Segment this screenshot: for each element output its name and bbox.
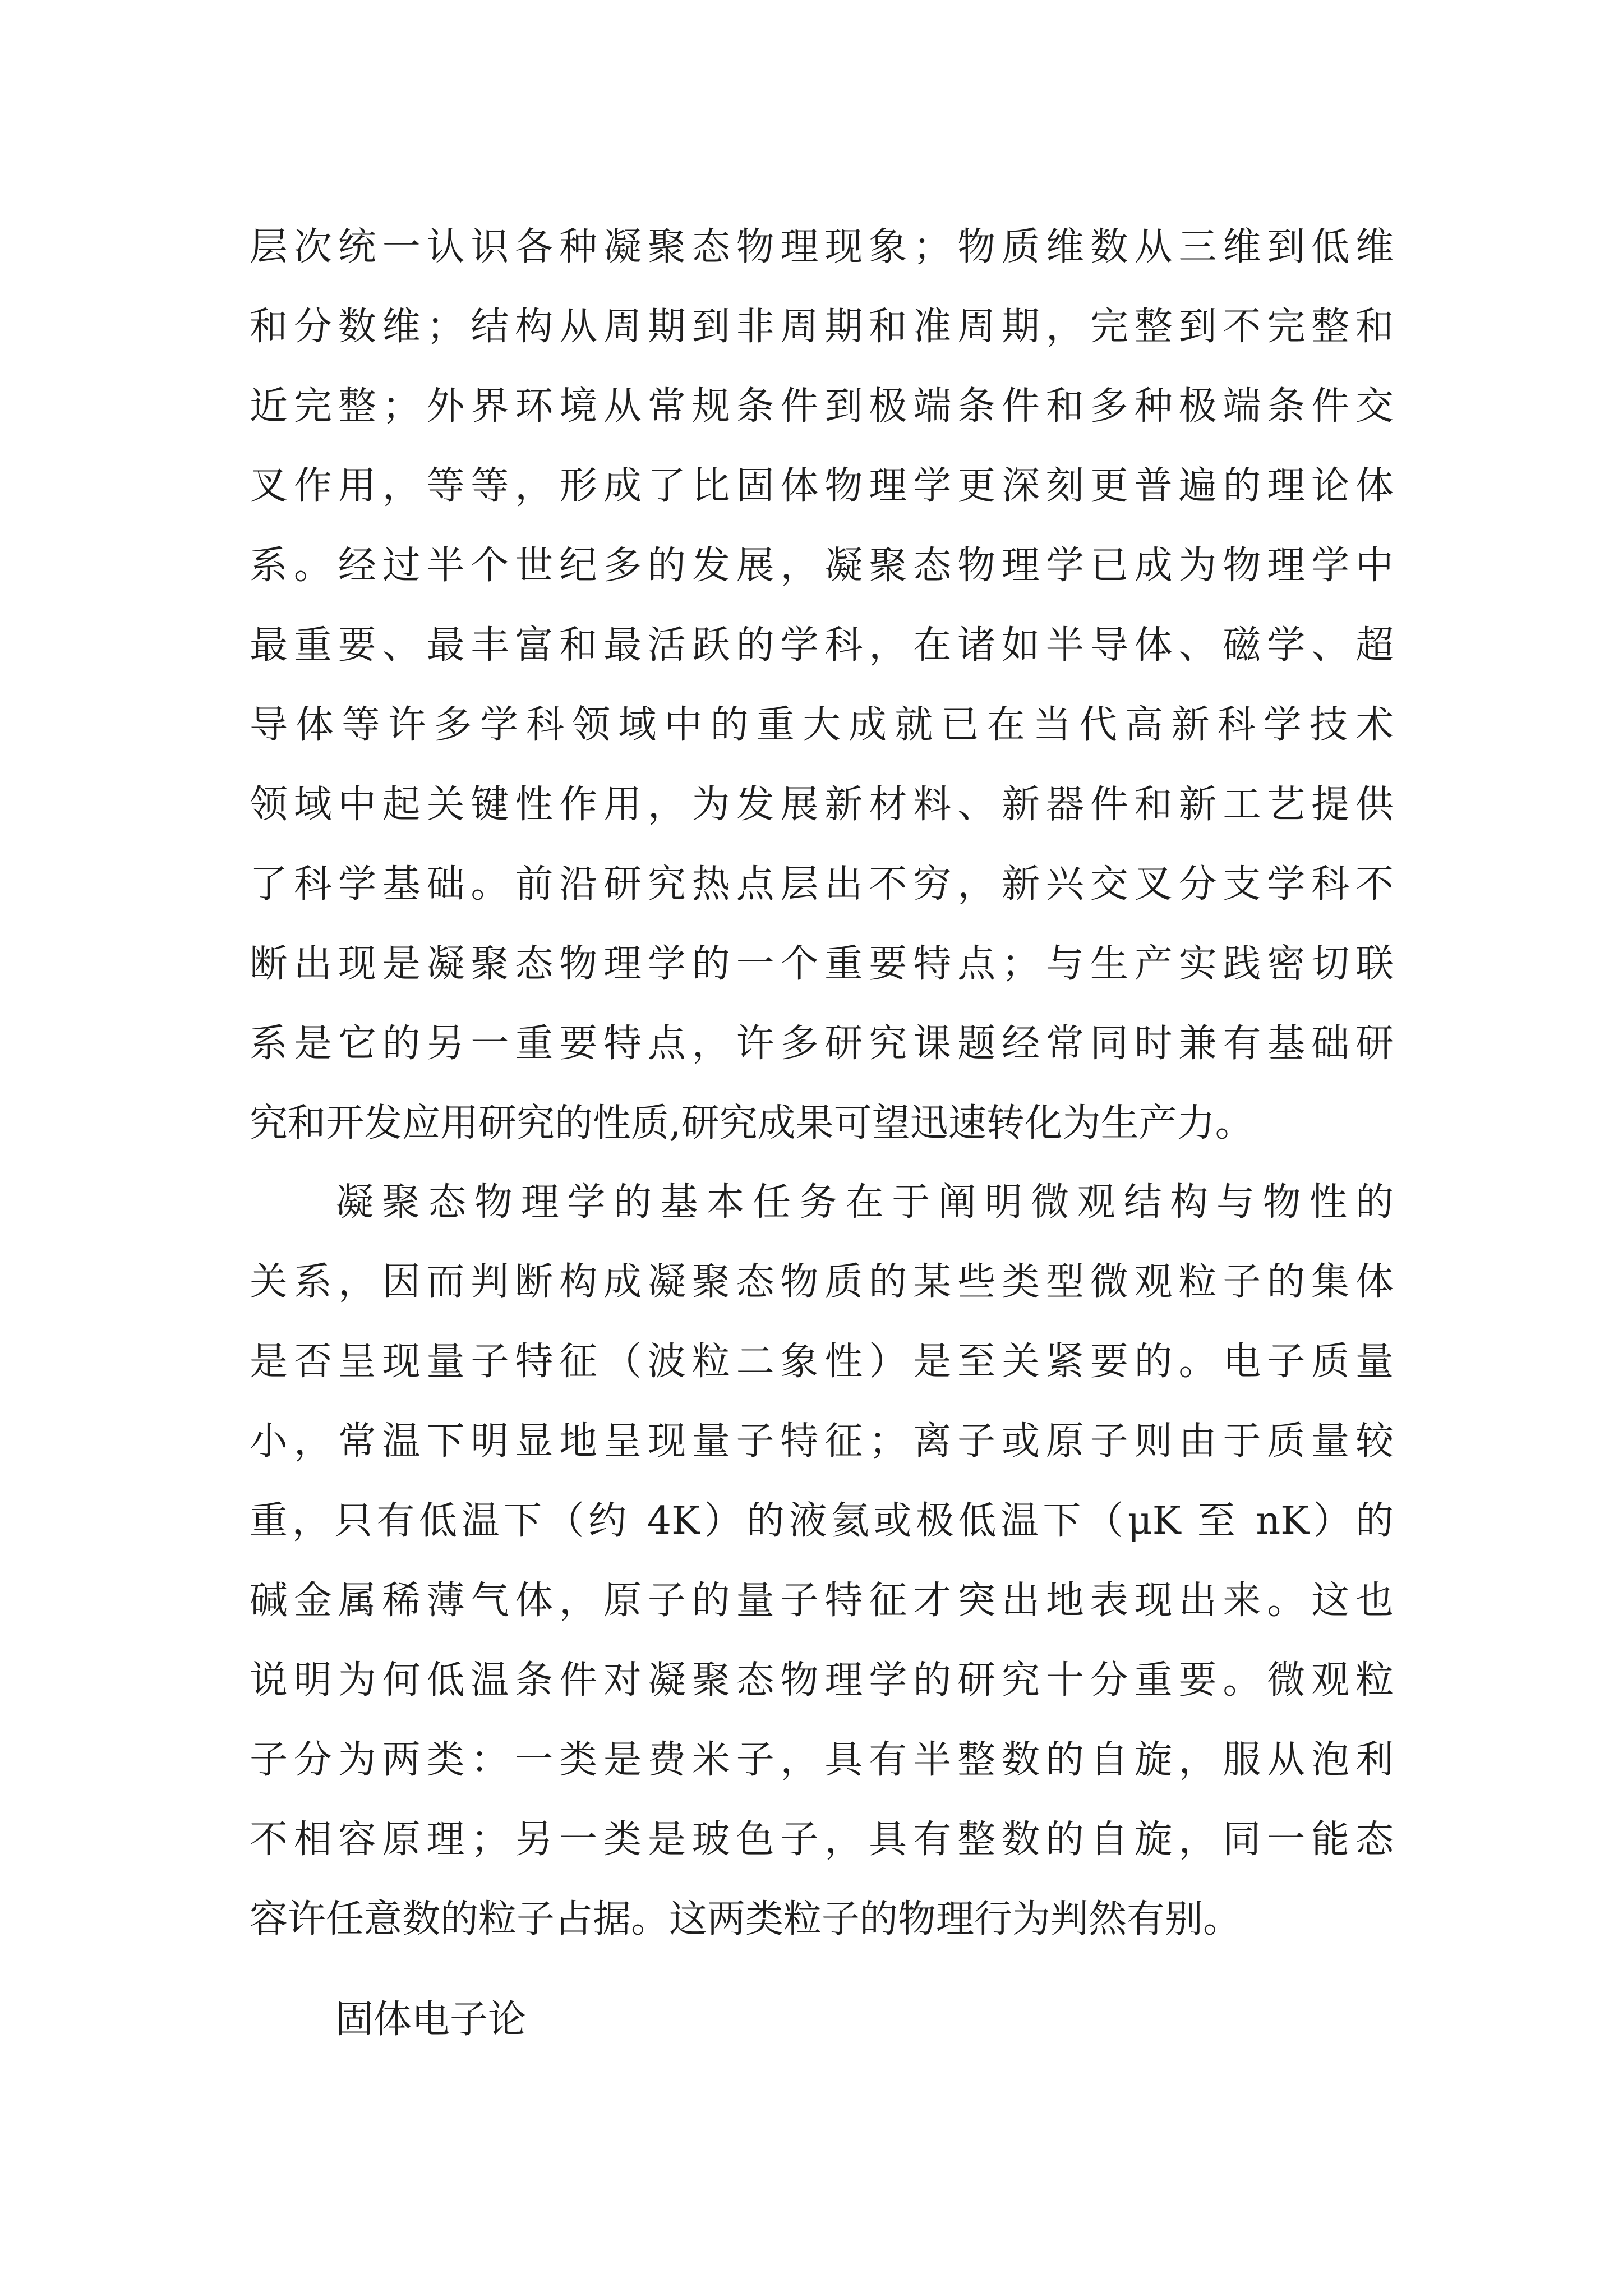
text-line: 凝聚态物理学的基本任务在于阐明微观结构与物性的 (335, 1180, 1394, 1225)
text-line: 系。经过半个世纪多的发展，凝聚态物理学已成为物理学中 (250, 544, 1394, 588)
text-line: 断出现是凝聚态物理学的一个重要特点；与生产实践密切联 (250, 942, 1394, 986)
text-line: 不相容原理；另一类是玻色子，具有整数的自旋，同一能态 (250, 1818, 1394, 1862)
text-line: 导体等许多学科领域中的重大成就已在当代高新科学技术 (250, 703, 1394, 747)
section-heading: 固体电子论 (335, 1998, 527, 2042)
text-line: 近完整；外界环境从常规条件到极端条件和多种极端条件交 (250, 384, 1394, 429)
text-line: 最重要、最丰富和最活跃的学科，在诸如半导体、磁学、超 (250, 623, 1394, 668)
text-line: 叉作用，等等，形成了比固体物理学更深刻更普遍的理论体 (250, 464, 1394, 508)
text-line: 领域中起关键性作用，为发展新材料、新器件和新工艺提供 (250, 783, 1394, 827)
body-paragraph-2 (250, 1163, 1394, 1959)
text-line: 说明为何低温条件对凝聚态物理学的研究十分重要。微观粒 (250, 1658, 1394, 1703)
text-line: 和分数维；结构从周期到非周期和准周期，完整到不完整和 (250, 305, 1394, 349)
body-paragraph-1 (250, 208, 1394, 1163)
text-line: 小，常温下明显地呈现量子特征；离子或原子则由于质量较 (250, 1419, 1394, 1464)
text-line: 系是它的另一重要特点，许多研究课题经常同时兼有基础研 (250, 1022, 1394, 1066)
text-line: 层次统一认识各种凝聚态物理现象；物质维数从三维到低维 (250, 225, 1394, 269)
text-line: 容许任意数的粒子占据。这两类粒子的物理行为判然有别。 (250, 1897, 1242, 1941)
text-line: 了科学基础。前沿研究热点层出不穷，新兴交叉分支学科不 (250, 862, 1394, 907)
text-line: 重，只有低温下（约 4K）的液氦或极低温下（μK 至 nK）的 (250, 1499, 1394, 1543)
text-line: 碱金属稀薄气体，原子的量子特征才突出地表现出来。这也 (250, 1579, 1394, 1623)
text-line: 是否呈现量子特征（波粒二象性）是至关紧要的。电子质量 (250, 1340, 1394, 1384)
text-line: 子分为两类：一类是费米子，具有半整数的自旋，服从泡利 (250, 1738, 1394, 1782)
text-line: 究和开发应用研究的性质,研究成果可望迅速转化为生产力。 (250, 1101, 1253, 1145)
text-line: 关系，因而判断构成凝聚态物质的某些类型微观粒子的集体 (250, 1260, 1394, 1304)
